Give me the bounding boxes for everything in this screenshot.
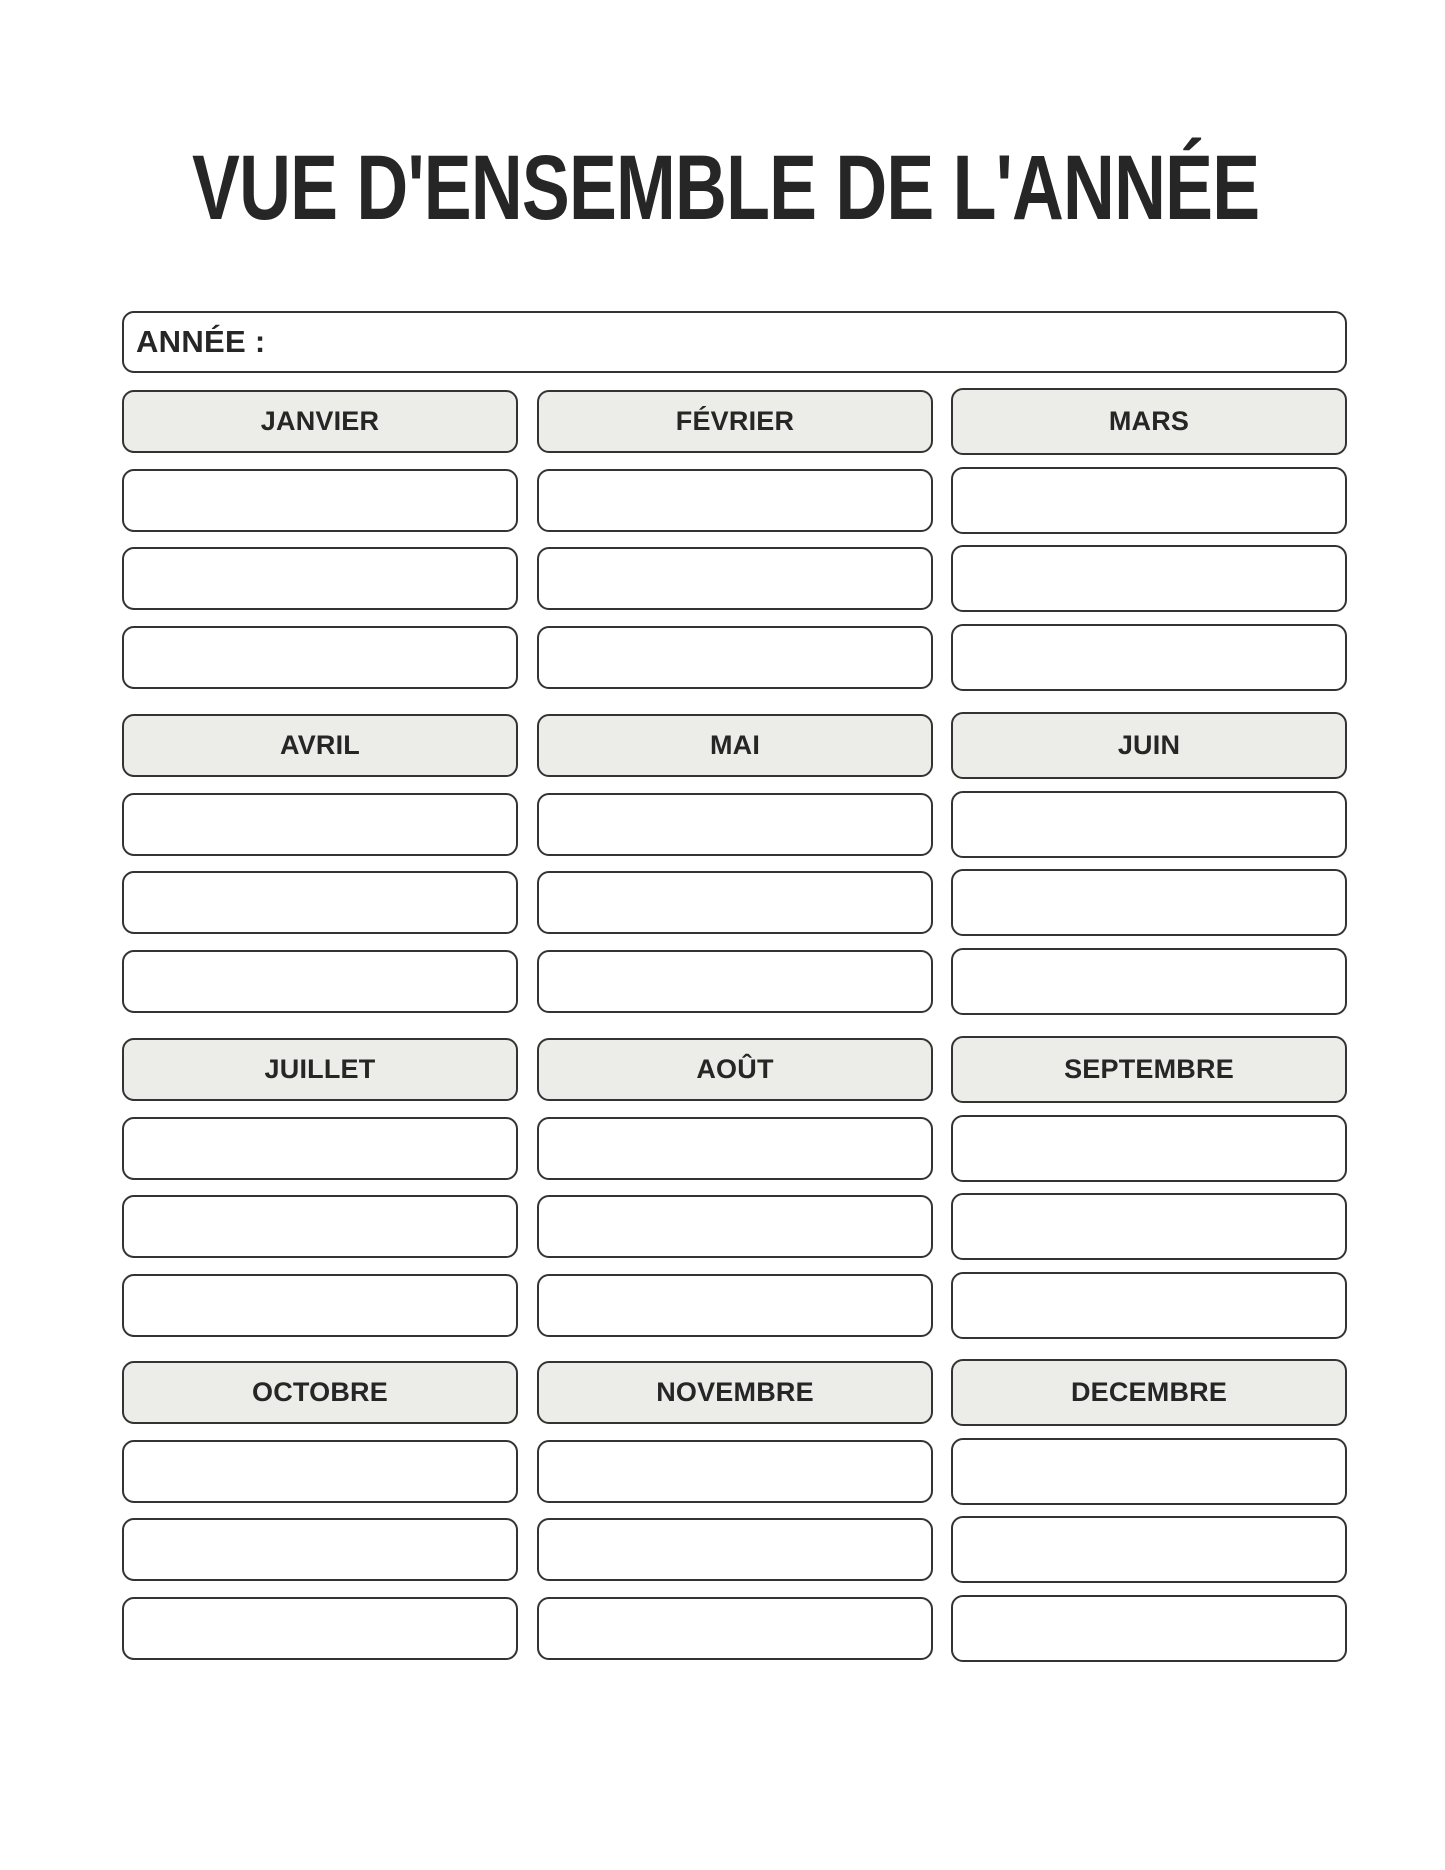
entry-input[interactable]	[124, 952, 516, 1011]
entry-input[interactable]	[124, 1442, 516, 1501]
entry-input[interactable]	[953, 1597, 1345, 1660]
month-entry[interactable]	[537, 950, 933, 1013]
month-entry[interactable]	[537, 1518, 933, 1581]
month-entry[interactable]	[537, 1117, 933, 1180]
month-name: AOÛT	[696, 1054, 774, 1084]
entry-input[interactable]	[124, 471, 516, 530]
quarter-1	[122, 388, 1347, 688]
month-header	[122, 1038, 518, 1101]
year-field[interactable]	[122, 311, 1347, 373]
month-header	[537, 1361, 933, 1424]
month-entry[interactable]	[122, 1518, 518, 1581]
month-name: MARS	[1108, 406, 1190, 436]
year-label: ANNÉE :	[136, 324, 266, 359]
month-entry[interactable]	[537, 626, 933, 689]
entry-input[interactable]	[539, 1442, 931, 1501]
entry-input[interactable]	[539, 549, 931, 608]
month-entry[interactable]	[122, 1597, 518, 1660]
entry-input[interactable]	[539, 471, 931, 530]
month-name: OCTOBRE	[252, 1377, 388, 1407]
month-name: NOVEMBRE	[656, 1377, 814, 1407]
month-entry[interactable]	[951, 467, 1347, 534]
month-entry[interactable]	[122, 950, 518, 1013]
month-header	[951, 1036, 1347, 1103]
entry-input[interactable]	[124, 549, 516, 608]
entry-input[interactable]	[539, 1197, 931, 1256]
month-entry[interactable]	[951, 869, 1347, 936]
month-entry[interactable]	[122, 793, 518, 856]
entry-input[interactable]	[953, 626, 1345, 689]
month-entry[interactable]	[951, 1193, 1347, 1260]
month-header	[951, 1359, 1347, 1426]
month-entry[interactable]	[951, 948, 1347, 1015]
month-entry[interactable]	[537, 793, 933, 856]
month-entry[interactable]	[122, 871, 518, 934]
month-entry[interactable]	[951, 545, 1347, 612]
month-header	[122, 714, 518, 777]
month-entry[interactable]	[122, 547, 518, 610]
month-name: FÉVRIER	[675, 406, 795, 436]
entry-input[interactable]	[953, 1518, 1345, 1581]
entry-input[interactable]	[953, 547, 1345, 610]
month-entry[interactable]	[951, 1272, 1347, 1339]
month-name: JUILLET	[264, 1054, 376, 1084]
month-entry[interactable]	[537, 547, 933, 610]
month-name: SEPTEMBRE	[1064, 1054, 1234, 1084]
month-header	[122, 1361, 518, 1424]
month-entry[interactable]	[537, 1440, 933, 1503]
entry-input[interactable]	[953, 469, 1345, 532]
entry-input[interactable]	[539, 1520, 931, 1579]
entry-input[interactable]	[539, 952, 931, 1011]
quarter-4	[122, 1359, 1347, 1659]
month-name: JANVIER	[260, 406, 380, 436]
entry-input[interactable]	[953, 1440, 1345, 1503]
month-entry[interactable]	[537, 871, 933, 934]
month-header	[537, 390, 933, 453]
entry-input[interactable]	[953, 871, 1345, 934]
entry-input[interactable]	[953, 1274, 1345, 1337]
entry-input[interactable]	[539, 1119, 931, 1178]
month-entry[interactable]	[951, 1438, 1347, 1505]
month-entry[interactable]	[537, 1274, 933, 1337]
month-name: DECEMBRE	[1070, 1377, 1228, 1407]
entry-input[interactable]	[124, 795, 516, 854]
month-entry[interactable]	[122, 469, 518, 532]
entry-input[interactable]	[124, 1197, 516, 1256]
entry-input[interactable]	[124, 628, 516, 687]
quarter-2	[122, 712, 1347, 1012]
entry-input[interactable]	[953, 950, 1345, 1013]
entry-input[interactable]	[539, 795, 931, 854]
entry-input[interactable]	[124, 1276, 516, 1335]
month-header	[951, 388, 1347, 455]
month-entry[interactable]	[537, 1195, 933, 1258]
entry-input[interactable]	[124, 1599, 516, 1658]
month-header	[122, 390, 518, 453]
month-entry[interactable]	[122, 1117, 518, 1180]
entry-input[interactable]	[539, 628, 931, 687]
month-entry[interactable]	[951, 791, 1347, 858]
month-entry[interactable]	[122, 1195, 518, 1258]
month-header	[537, 1038, 933, 1101]
entry-input[interactable]	[539, 1599, 931, 1658]
month-entry[interactable]	[122, 626, 518, 689]
month-entry[interactable]	[537, 1597, 933, 1660]
entry-input[interactable]	[124, 1119, 516, 1178]
month-name: AVRIL	[280, 730, 360, 760]
month-entry[interactable]	[537, 469, 933, 532]
month-name: MAI	[709, 730, 761, 760]
month-entry[interactable]	[951, 1516, 1347, 1583]
entry-input[interactable]	[539, 1276, 931, 1335]
entry-input[interactable]	[953, 1195, 1345, 1258]
month-header	[537, 714, 933, 777]
entry-input[interactable]	[124, 873, 516, 932]
month-entry[interactable]	[122, 1440, 518, 1503]
entry-input[interactable]	[953, 1117, 1345, 1180]
entry-input[interactable]	[124, 1520, 516, 1579]
page-title: VUE D'ENSEMBLE DE L'ANNÉE	[192, 137, 1260, 239]
month-entry[interactable]	[951, 1595, 1347, 1662]
entry-input[interactable]	[953, 793, 1345, 856]
quarter-3	[122, 1036, 1347, 1336]
month-entry[interactable]	[122, 1274, 518, 1337]
entry-input[interactable]	[539, 873, 931, 932]
year-input[interactable]	[266, 312, 1345, 372]
month-entry[interactable]	[951, 624, 1347, 691]
month-name: JUIN	[1117, 730, 1181, 760]
month-entry[interactable]	[951, 1115, 1347, 1182]
month-header	[951, 712, 1347, 779]
